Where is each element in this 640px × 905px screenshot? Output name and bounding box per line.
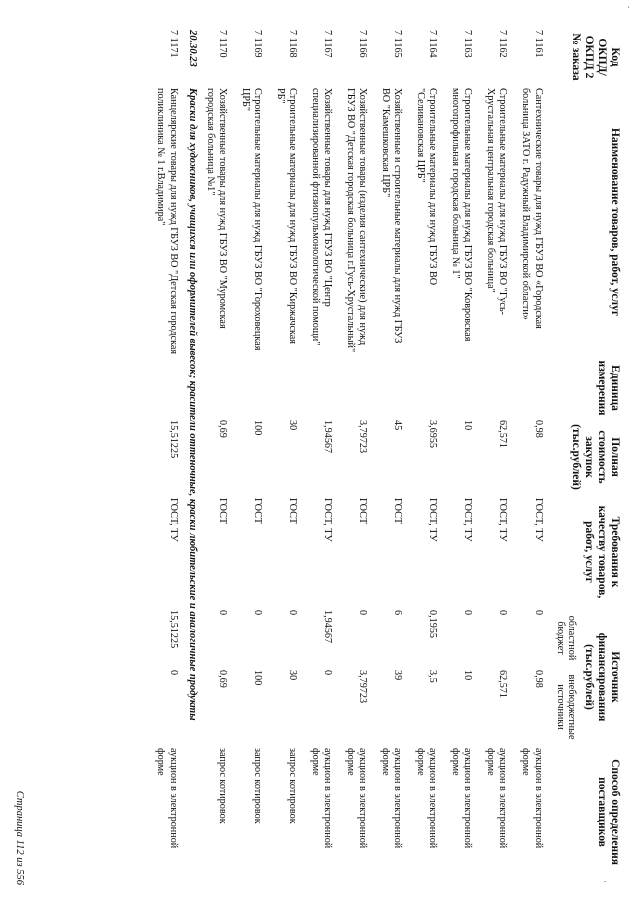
table-row: [270, 28, 305, 878]
header-funding-regional: областной бюджет: [554, 615, 578, 661]
row-name: Хозяйственные товары (изделия сантехнические) для нужд ГБУЗ ВО "Детская городская больница г.Гусь-Хрустальный": [345, 88, 369, 353]
scan-artifact: .: [626, 6, 636, 9]
row-unit: [480, 358, 515, 418]
table-row: [305, 28, 340, 878]
row-quality: ГОСТ: [252, 498, 264, 525]
row-funding-offbudget: 3,79723: [357, 670, 369, 704]
row-unit: [235, 358, 270, 418]
row-code: 7 1165: [392, 30, 404, 58]
row-name: Хозяйственные товары для нужд ГБУЗ ВО "Муромская городская больница №1": [204, 88, 228, 329]
table-row: [375, 28, 410, 878]
row-quality: ГОСТ, ТУ: [322, 498, 334, 542]
row-method: запрос котировок: [252, 748, 264, 824]
row-quality: ГОСТ, ТУ: [462, 498, 474, 542]
table-row: [150, 28, 185, 878]
scan-artifact: ·: [600, 880, 610, 883]
header-code: Код ОКПД/ ОКПД 2 № заказа: [570, 33, 621, 81]
row-name: Строительные материалы для нужд ГБУЗ ВО "Киржачская РБ": [275, 88, 299, 344]
row-funding-regional: 1,94567: [322, 610, 334, 644]
procurement-table: [150, 28, 622, 878]
row-funding-regional: 0: [462, 610, 474, 616]
row-cost: 15,51225: [167, 420, 179, 459]
row-code: 7 1161: [532, 30, 544, 58]
table-header-row: [578, 28, 622, 878]
row-funding-regional: 0,1955: [427, 610, 439, 639]
row-method: аукцион в электронной форме: [485, 748, 509, 849]
row-name: Канцелярские товары для нужд ГБУЗ ВО "Детская городская поликлиника № 1 г.Владимира": [155, 88, 179, 355]
row-method: аукцион в электронной форме: [380, 748, 404, 849]
header-name: Наименование товаров, работ, услуг: [609, 127, 621, 317]
row-quality: ГОСТ: [357, 498, 369, 525]
header-cost: Полная стоимость закупок (тыс.рублей): [570, 424, 621, 490]
row-funding-regional: 0: [252, 610, 264, 616]
row-name: Хозяйственные товары для нужд ГБУЗ ВО "Центр специализированной фтизиопульмонологической помощи": [310, 88, 334, 346]
row-unit: [150, 358, 185, 418]
row-funding-regional: 0: [532, 610, 544, 616]
row-cost: 62,571: [497, 420, 509, 449]
row-cost: 30: [287, 420, 299, 431]
row-method: аукцион в электронной форме: [310, 748, 334, 849]
row-code: 7 1164: [427, 30, 439, 58]
row-code: 7 1168: [287, 30, 299, 58]
row-funding-offbudget: 30: [287, 670, 299, 681]
row-quality: ГОСТ, ТУ: [167, 498, 179, 542]
table-row: [480, 28, 515, 878]
row-method: аукцион в электронной форме: [450, 748, 474, 849]
row-unit: [340, 358, 375, 418]
table-body: [150, 28, 550, 878]
table-row: [340, 28, 375, 878]
row-name: Строительные материалы для нужд ГБУЗ ВО "Гусь-Хрустальная центральная городская больница": [485, 88, 509, 315]
row-cost: 100: [252, 420, 264, 436]
row-name: Хозяйственные и строительные материалы для нужд ГБУЗ ВО "Камешковская ЦРБ": [380, 88, 404, 344]
row-cost: 0,69: [216, 420, 228, 438]
row-name: Строительные материалы для нужд ГБУЗ ВО "Селивановская ЦРБ": [415, 88, 439, 286]
page-footer: Страница 112 из 556: [14, 790, 25, 885]
row-name: Сантехнические товары для нужд ГБУЗ ВО «Городская больница ЗАТО г. Радужный Владимирской области»: [520, 88, 544, 329]
row-quality: ГОСТ, ТУ: [532, 498, 544, 542]
row-unit: [305, 358, 340, 418]
header-funding-offbudget: внебюджетные источники: [554, 674, 578, 740]
row-code: 7 1162: [497, 30, 509, 58]
header-funding: Источник финансирования (тыс.рублей): [583, 632, 621, 722]
row-funding-offbudget: 39: [392, 670, 404, 681]
row-quality: ГОСТ: [392, 498, 404, 525]
row-unit: [375, 358, 410, 418]
table-row: [235, 28, 270, 878]
section-row: [186, 28, 200, 878]
row-code: 7 1171: [167, 30, 179, 58]
section-title: Краски для художников, учащихся или оформителей вывесок; красители оттеночные, краски любительские и аналогичные продукты: [186, 88, 198, 721]
row-cost: 45: [392, 420, 404, 431]
row-unit: [445, 358, 480, 418]
row-code: 7 1170: [216, 30, 228, 58]
row-funding-offbudget: 0,69: [216, 670, 228, 688]
row-funding-offbudget: 0,98: [532, 670, 544, 688]
row-funding-regional: 0: [216, 610, 228, 616]
row-funding-regional: 15,51225: [167, 610, 179, 649]
row-method: аукцион в электронной форме: [520, 748, 544, 849]
row-quality: ГОСТ: [216, 498, 228, 525]
row-method: аукцион в электронной форме: [155, 748, 179, 849]
row-method: аукцион в электронной форме: [415, 748, 439, 849]
row-cost: 3,6955: [427, 420, 439, 449]
row-method: запрос котировок: [287, 748, 299, 824]
row-quality: ГОСТ, ТУ: [497, 498, 509, 542]
row-code: 7 1169: [252, 30, 264, 58]
row-funding-regional: 6: [392, 610, 404, 616]
row-method: аукцион в электронной форме: [345, 748, 369, 849]
row-cost: 1,94567: [322, 420, 334, 454]
row-funding-offbudget: 3,5: [427, 670, 439, 683]
table-row: [515, 28, 550, 878]
row-quality: ГОСТ: [287, 498, 299, 525]
row-cost: 10: [462, 420, 474, 431]
header-method: Способ определения поставщиков: [596, 759, 621, 865]
row-code: 7 1163: [462, 30, 474, 58]
row-cost: 3,79723: [357, 420, 369, 454]
header-quality: Требования к качеству товаров, работ, услуг: [583, 505, 621, 599]
row-funding-offbudget: 10: [462, 670, 474, 681]
row-funding-regional: 0: [357, 610, 369, 616]
row-unit: [410, 358, 445, 418]
row-name: Строительные материалы для нужд ГБУЗ ВО "Гороховецкая ЦРБ": [240, 88, 264, 351]
row-cost: 0,98: [532, 420, 544, 438]
section-code: 20.30.23: [186, 30, 198, 67]
row-unit: [515, 358, 550, 418]
table-row: [200, 28, 235, 878]
row-funding-offbudget: 0: [167, 670, 179, 676]
row-name: Строительные материалы для нужд ГБУЗ ВО "Ковровская многопрофильная городская больница № 1": [450, 88, 474, 342]
row-method: запрос котировок: [216, 748, 228, 824]
table-row: [410, 28, 445, 878]
row-funding-regional: 0: [287, 610, 299, 616]
row-funding-offbudget: 0: [322, 670, 334, 676]
row-quality: ГОСТ, ТУ: [427, 498, 439, 542]
row-funding-offbudget: 62,571: [497, 670, 509, 699]
row-funding-offbudget: 100: [252, 670, 264, 686]
table-row: [445, 28, 480, 878]
header-unit: Единица измерения: [596, 360, 621, 416]
row-code: 7 1167: [322, 30, 334, 58]
row-unit: [200, 358, 235, 418]
row-code: 7 1166: [357, 30, 369, 58]
row-unit: [270, 358, 305, 418]
row-funding-regional: 0: [497, 610, 509, 616]
